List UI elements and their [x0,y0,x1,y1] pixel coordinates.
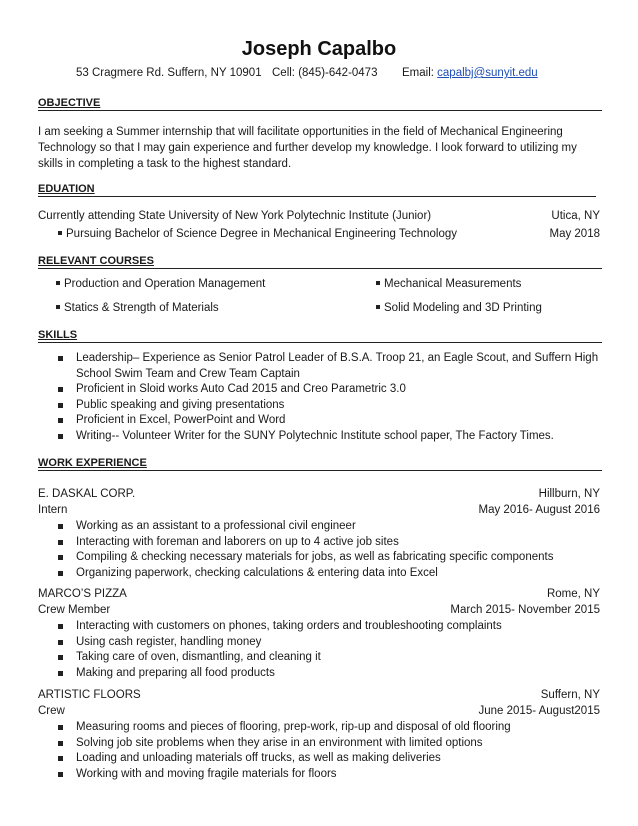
bullet-icon [58,418,63,423]
bullet-icon [58,555,63,560]
job-dates: March 2015- November 2015 [450,604,600,616]
company-name: ARTISTIC FLOORS [38,689,141,701]
bullet-icon [58,624,63,629]
bullet-icon [58,571,63,576]
school-location: Utica, NY [551,210,600,222]
bullet-icon [58,772,63,777]
bullet-icon [58,434,63,439]
education-title: EDUATION [38,183,95,195]
objective-heading [38,96,602,111]
list-item: Working with and moving fragile materials for floors [58,767,606,783]
courses-heading [38,254,602,269]
list-item: Making and preparing all food products [58,666,606,682]
objective-line: Technology so that I may gain experience and further develop my knowledge. I look forward to utilizing my [38,142,577,154]
company-name: E. DASKAL CORP. [38,488,136,500]
bullet-icon [58,671,63,676]
bullet-icon [56,305,60,309]
course-item: Production and Operation Management [56,278,265,290]
job-dates: May 2016- August 2016 [478,504,600,516]
degree-date: May 2018 [549,228,600,240]
list-item: Interacting with customers on phones, taking orders and troubleshooting complaints [58,619,606,635]
list-item: Taking care of oven, dismantling, and cleaning it [58,650,606,666]
list-item: Interacting with foreman and laborers on up to 4 active job sites [58,535,606,551]
education-degree-row [38,228,600,244]
bullet-icon [58,540,63,545]
list-item: Organizing paperwork, checking calculations & entering data into Excel [58,566,606,582]
list-item: Leadership– Experience as Senior Patrol Leader of B.S.A. Troop 21, an Eagle Scout, and Suffern High School Swim Team and Crew Team Captain [58,351,606,382]
phone: Cell: (845)-642-0473 [272,67,378,79]
list-item: Compiling & checking necessary materials for jobs, as well as fabricating specific components [58,550,606,566]
degree-item [58,228,457,240]
list-item: Writing-- Volunteer Writer for the SUNY Polytechnic Institute school paper, The Factory Times. [58,429,606,445]
skills-list [58,351,606,445]
bullet-icon [58,725,63,730]
list-item: Using cash register, handling money [58,635,606,651]
list-item: Proficient in Excel, PowerPoint and Word [58,413,606,429]
bullet-icon [58,524,63,529]
list-item: Measuring rooms and pieces of flooring, prep-work, rip-up and disposal of old flooring [58,720,606,736]
company-name: MARCO’S PIZZA [38,588,127,600]
education-school-row [38,210,600,226]
bullet-icon [58,756,63,761]
email-link[interactable]: capalbj@sunyit.edu [437,67,538,79]
bullet-icon [58,640,63,645]
list-item: Working as an assistant to a professional civil engineer [58,519,606,535]
job-dates: June 2015- August2015 [478,705,600,717]
skills-heading [38,328,602,343]
email-label: Email: [402,67,438,79]
job-role: Crew Member [38,604,111,616]
candidate-name: Joseph Capalbo [241,38,397,60]
job-location: Suffern, NY [540,689,600,701]
bullet-icon [58,231,62,235]
job-role-row [38,604,600,620]
job-role: Intern [38,504,68,516]
courses-title: RELEVANT COURSES [38,255,154,267]
job-company-row [38,689,600,705]
work-heading [38,456,602,471]
list-item: Solving job site problems when they arise in an environment with limited options [58,736,606,752]
course-item: Statics & Strength of Materials [56,302,219,314]
objective-line: skills in completing a task to the highest standard. [38,158,292,170]
email-block [402,67,538,79]
bullet-icon [58,356,63,361]
course-item: Solid Modeling and 3D Printing [376,302,542,314]
job-company-row [38,488,600,504]
bullet-icon [376,305,380,309]
objective-title: OBJECTIVE [38,97,101,109]
job-duties [58,619,606,681]
list-item: Proficient in Sloid works Auto Cad 2015 and Creo Parametric 3.0 [58,382,606,398]
bullet-icon [58,403,63,408]
objective-text [38,124,598,172]
job-duties [58,720,606,782]
school-name: Currently attending State University of New York Polytechnic Institute (Junior) [38,210,432,222]
list-item: Loading and unloading materials off trucks, as well as making deliveries [58,751,606,767]
education-heading [38,182,596,197]
objective-line: I am seeking a Summer internship that will facilitate opportunities in the field of Mechanical Engineering [38,126,563,138]
work-title: WORK EXPERIENCE [38,457,147,469]
job-role-row [38,504,600,520]
degree-text: Pursuing Bachelor of Science Degree in Mechanical Engineering Technology [66,228,458,240]
job-duties [58,519,606,581]
course-item: Mechanical Measurements [376,278,521,290]
job-company-row [38,588,600,604]
bullet-icon [56,281,60,285]
bullet-icon [58,741,63,746]
job-location: Rome, NY [546,588,600,600]
bullet-icon [58,655,63,660]
job-role-row [38,705,600,721]
list-item: Public speaking and giving presentations [58,398,606,414]
job-location: Hillburn, NY [538,488,600,500]
bullet-icon [58,387,63,392]
skills-title: SKILLS [38,329,78,341]
address: 53 Cragmere Rd. Suffern, NY 10901 [76,67,262,79]
bullet-icon [376,281,380,285]
job-role: Crew [38,705,65,717]
